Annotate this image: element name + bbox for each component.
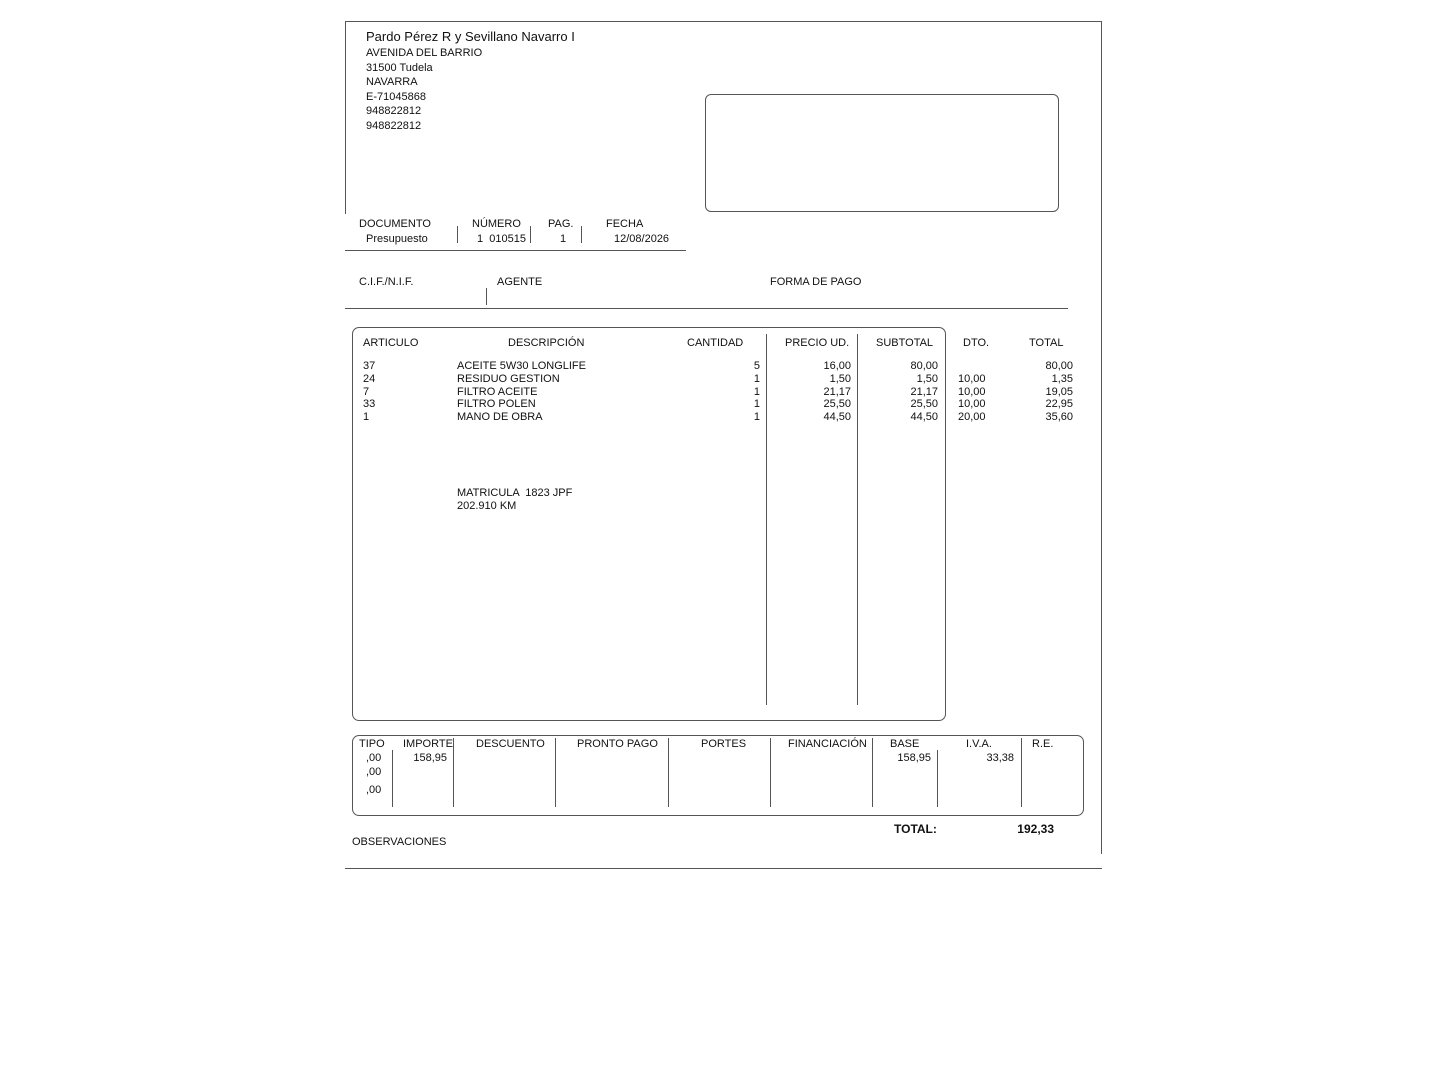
row-subtotal: 1,50 (916, 373, 938, 385)
cantidad-header: CANTIDAD (687, 337, 744, 349)
doc-divider (530, 226, 531, 243)
iva-value: 33,38 (986, 752, 1014, 764)
company-province: NAVARRA (366, 76, 418, 88)
row-cantidad: 1 (753, 411, 760, 423)
page-border-right (1101, 21, 1102, 854)
precio-header: PRECIO UD. (785, 337, 850, 349)
observaciones-label: OBSERVACIONES (352, 836, 447, 848)
row-cantidad: 5 (753, 360, 760, 372)
importe-header: IMPORTE (403, 738, 453, 750)
tipo-value: ,00 (366, 752, 382, 764)
row-descripcion: FILTRO POLEN (457, 398, 536, 410)
row-subtotal: 44,50 (910, 411, 938, 423)
row-cantidad: 1 (753, 398, 760, 410)
row-cantidad: 1 (753, 373, 760, 385)
row-cantidad: 1 (753, 386, 760, 398)
row-dto: 10,00 (958, 373, 986, 385)
items-column-divider (766, 334, 767, 705)
importe-value: 158,95 (413, 752, 447, 764)
forma-pago-label: FORMA DE PAGO (770, 276, 862, 288)
subtotal-header: SUBTOTAL (876, 337, 934, 349)
row-dto: 10,00 (958, 398, 986, 410)
base-value: 158,95 (897, 752, 931, 764)
documento-header: DOCUMENTO (359, 218, 431, 230)
tax-column-divider (668, 738, 669, 807)
fecha-header: FECHA (606, 218, 644, 230)
tax-column-divider (453, 738, 454, 807)
numero-value: 1 010515 (477, 233, 526, 245)
company-address: AVENIDA DEL BARRIO (366, 47, 483, 59)
financiacion-header: FINANCIACIÓN (788, 738, 867, 750)
descuento-header: DESCUENTO (476, 738, 545, 750)
row-descripcion: ACEITE 5W30 LONGLIFE (457, 360, 586, 372)
fecha-value: 12/08/2026 (614, 233, 670, 245)
row-precio: 1,50 (829, 373, 851, 385)
cif-label: C.I.F./N.I.F. (359, 276, 414, 288)
row-articulo: 24 (363, 373, 376, 385)
row-articulo: 37 (363, 360, 376, 372)
doc-divider (581, 226, 582, 243)
client-divider (486, 288, 487, 305)
pronto-pago-header: PRONTO PAGO (577, 738, 658, 750)
total-header: TOTAL (1029, 337, 1064, 349)
row-subtotal: 80,00 (910, 360, 938, 372)
row-descripcion: MANO DE OBRA (457, 411, 543, 423)
row-dto: 10,00 (958, 386, 986, 398)
documento-value: Presupuesto (366, 233, 428, 245)
row-precio: 44,50 (823, 411, 851, 423)
tax-column-divider (770, 738, 771, 807)
company-tax-id: E-71045868 (366, 91, 426, 103)
row-precio: 25,50 (823, 398, 851, 410)
row-precio: 21,17 (823, 386, 851, 398)
tax-column-divider (937, 750, 938, 807)
company-name: Pardo Pérez R y Sevillano Navarro I (366, 29, 575, 44)
tax-column-divider (872, 738, 873, 807)
articulo-header: ARTICULO (363, 337, 419, 349)
grand-total-value: 192,33 (1017, 822, 1054, 836)
numero-header: NÚMERO (472, 218, 521, 230)
row-subtotal: 25,50 (910, 398, 938, 410)
row-articulo: 7 (363, 386, 370, 398)
dto-header: DTO. (963, 337, 990, 349)
row-total: 1,35 (1051, 373, 1073, 385)
tax-column-divider (1021, 738, 1022, 807)
client-info-underline (345, 308, 1068, 309)
tipo-value: ,00 (366, 766, 382, 778)
doc-divider (457, 226, 458, 243)
row-descripcion: FILTRO ACEITE (457, 386, 538, 398)
pag-header: PAG. (548, 218, 574, 230)
descripcion-header: DESCRIPCIÓN (508, 337, 585, 349)
base-header: BASE (890, 738, 920, 750)
tax-column-divider (392, 750, 393, 807)
row-total: 80,00 (1045, 360, 1073, 372)
company-fax: 948822812 (366, 120, 422, 132)
row-descripcion: RESIDUO GESTION (457, 373, 560, 385)
row-dto: 20,00 (958, 411, 986, 423)
items-column-divider (857, 334, 858, 705)
row-total: 19,05 (1045, 386, 1073, 398)
row-total: 22,95 (1045, 398, 1073, 410)
pag-value: 1 (560, 233, 567, 245)
tipo-header: TIPO (359, 738, 385, 750)
page-border-bottom (345, 868, 1102, 869)
km-note: 202.910 KM (457, 500, 517, 512)
company-phone: 948822812 (366, 105, 422, 117)
matricula-note: MATRICULA 1823 JPF (457, 487, 573, 499)
page-border-left (345, 21, 346, 214)
agente-label: AGENTE (497, 276, 543, 288)
tipo-value: ,00 (366, 784, 382, 796)
row-articulo: 1 (363, 411, 370, 423)
company-city: 31500 Tudela (366, 62, 433, 74)
row-precio: 16,00 (823, 360, 851, 372)
client-address-box (705, 94, 1059, 212)
portes-header: PORTES (701, 738, 747, 750)
iva-header: I.V.A. (966, 738, 992, 750)
row-total: 35,60 (1045, 411, 1073, 423)
tax-column-divider (555, 738, 556, 807)
row-articulo: 33 (363, 398, 376, 410)
row-subtotal: 21,17 (910, 386, 938, 398)
doc-info-underline (345, 250, 686, 251)
re-header: R.E. (1032, 738, 1054, 750)
grand-total-label: TOTAL: (894, 822, 937, 836)
page-border-top (345, 21, 1102, 22)
